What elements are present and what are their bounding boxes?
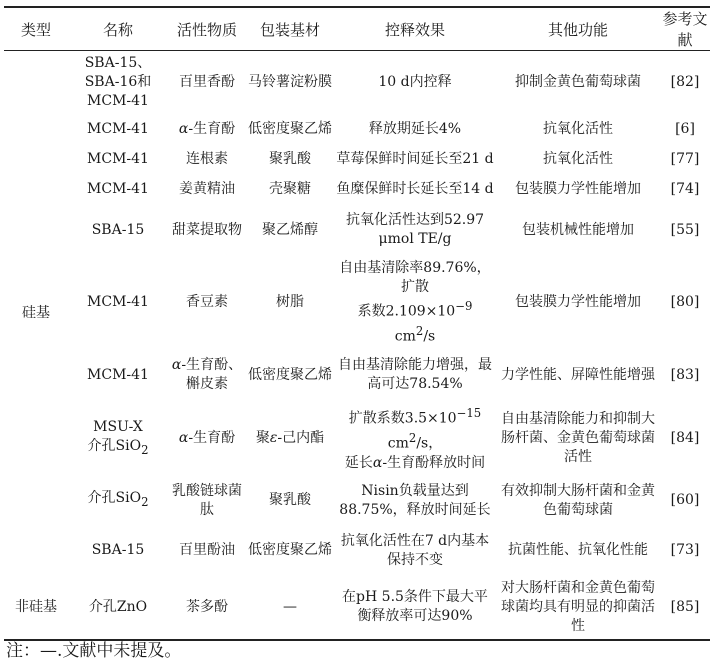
table-row: [4, 526, 710, 576]
cell-name: 介孔ZnO: [68, 576, 168, 640]
cell-other: 对大肠杆菌和金黄色葡萄球菌均具有明显的抑菌活性: [496, 576, 660, 640]
cell-ref: [84]: [670, 429, 700, 446]
cell-active: 香豆素: [186, 294, 228, 311]
cell-ref: [60]: [670, 492, 700, 509]
cell-release: 草莓保鲜时间延长至21 d: [336, 150, 494, 167]
cell-name: MCM-41: [87, 294, 149, 311]
cell-release: 释放期延长4%: [368, 120, 462, 137]
cell-active: 百里酚油: [179, 542, 235, 559]
header-type: 类型: [4, 7, 68, 51]
cell-active: α-生育酚: [178, 429, 236, 446]
cell-release: 在pH 5.5条件下最大平衡释放率可达90%: [334, 576, 496, 640]
type-cell-silica: 硅基: [22, 304, 50, 321]
cell-substrate: 低密度聚乙烯: [248, 120, 332, 137]
cell-substrate: 树脂: [276, 294, 304, 311]
cell-substrate: 马铃薯淀粉膜: [248, 74, 332, 90]
cell-ref: [80]: [670, 294, 700, 311]
cell-substrate: —: [246, 576, 334, 640]
cell-release: 扩散系数$3.5\times 10^{-15}$ $cm^2/s$， 延长α-生育酚释放时间: [344, 406, 486, 471]
header-row: [4, 7, 710, 51]
table-row: [4, 256, 710, 349]
cell-active: α-生育酚、槲皮素: [171, 357, 243, 393]
cell-other: 有效抑制大肠杆菌和金黄色葡萄球菌: [501, 482, 655, 518]
header-ref: 参考文献: [660, 7, 710, 51]
greek-alpha: α: [171, 357, 182, 374]
cell-other: 自由基清除能力和抑制大肠杆菌、金黄色葡萄球菌活性: [501, 410, 655, 465]
cell-other: 力学性能、屏障性能增强: [501, 366, 655, 383]
greek-alpha: α: [178, 120, 189, 137]
cell-name: SBA-15、SBA-16和MCM-41: [84, 55, 152, 109]
cell-active: 百里香酚: [179, 74, 235, 90]
cell-active: 乳酸链球菌肽: [172, 482, 242, 518]
data-table: [4, 6, 710, 641]
cell-name: MCM-41: [87, 120, 149, 137]
cell-name: MCM-41: [87, 180, 149, 197]
cell-substrate: 聚乙烯醇: [262, 221, 318, 238]
cell-name: MCM-41: [87, 150, 149, 167]
cell-active: 甜菜提取物: [172, 221, 242, 238]
cell-ref: [77]: [670, 150, 700, 167]
cell-name: SBA-15: [91, 221, 145, 238]
table-row: [4, 51, 710, 115]
cell-other: 抗氧化活性: [543, 120, 613, 137]
cell-ref: [74]: [670, 180, 700, 197]
cell-active: 茶多酚: [168, 576, 246, 640]
cell-name: 介孔SiO$_2$: [87, 490, 149, 510]
table-row: [4, 476, 710, 526]
cell-release: 抗氧化活性达到52.97 μmol TE/g: [345, 212, 485, 247]
cell-release: 自由基清除率89.76%，扩散 系数$2.109\times 10^{-9}$ $cm^2/s$: [339, 260, 491, 345]
cell-release: 鱼糜保鲜时长延长至14 d: [336, 180, 494, 197]
header-active: 活性物质: [168, 7, 246, 51]
header-substrate: 包装基材: [246, 7, 334, 51]
table-row: [4, 114, 710, 144]
cell-name: MCM-41: [87, 366, 149, 383]
cell-ref: [85]: [660, 576, 710, 640]
cell-other: 抑制金黄色葡萄球菌: [515, 74, 641, 90]
table-row: [4, 144, 710, 174]
cell-release: Nisin负载量达到88.75%，释放时间延长: [339, 482, 491, 518]
cell-release: 自由基清除能力增强，最高可达78.54%: [338, 357, 492, 393]
cell-ref: [82]: [670, 74, 700, 90]
cell-ref: [83]: [670, 366, 700, 383]
cell-ref: [73]: [670, 542, 700, 559]
cell-name: SBA-15: [91, 542, 145, 559]
type-cell-nonsilica: 非硅基: [4, 576, 68, 640]
cell-release: 10 d内控释: [378, 74, 452, 90]
cell-substrate: 聚ε-己内酯: [255, 429, 325, 446]
table-row: [4, 401, 710, 475]
table-footnote: 注：—.文献中未提及。: [6, 641, 182, 661]
cell-substrate: 聚乳酸: [269, 150, 311, 167]
cell-substrate: 壳聚糖: [269, 180, 311, 197]
cell-active: α-生育酚: [178, 120, 236, 137]
header-other: 其他功能: [496, 7, 660, 51]
header-name: 名称: [68, 7, 168, 51]
cell-substrate: 低密度聚乙烯: [248, 366, 332, 383]
table-row: [4, 204, 710, 256]
cell-active: 连根素: [186, 150, 228, 167]
cell-ref: [55]: [670, 221, 700, 238]
cell-substrate: 低密度聚乙烯: [248, 542, 332, 559]
cell-other: 抗菌性能、抗氧化性能: [508, 542, 648, 559]
cell-other: 包装机械性能增加: [522, 221, 634, 238]
cell-other: 包装膜力学性能增加: [515, 294, 641, 311]
table-row: [4, 349, 710, 401]
greek-alpha: α: [178, 429, 189, 446]
cell-ref: [6]: [675, 120, 695, 137]
cell-other: 抗氧化活性: [543, 150, 613, 167]
cell-other: 包装膜力学性能增加: [515, 180, 641, 197]
cell-active: 姜黄精油: [179, 180, 235, 197]
cell-name: MSU-X 介孔SiO$_2$: [87, 418, 149, 457]
table-row: [4, 576, 710, 640]
cell-substrate: 聚乳酸: [269, 492, 311, 509]
header-release: 控释效果: [334, 7, 496, 51]
cell-release: 抗氧化活性在7 d内基本保持不变: [340, 532, 490, 568]
table-row: [4, 174, 710, 204]
